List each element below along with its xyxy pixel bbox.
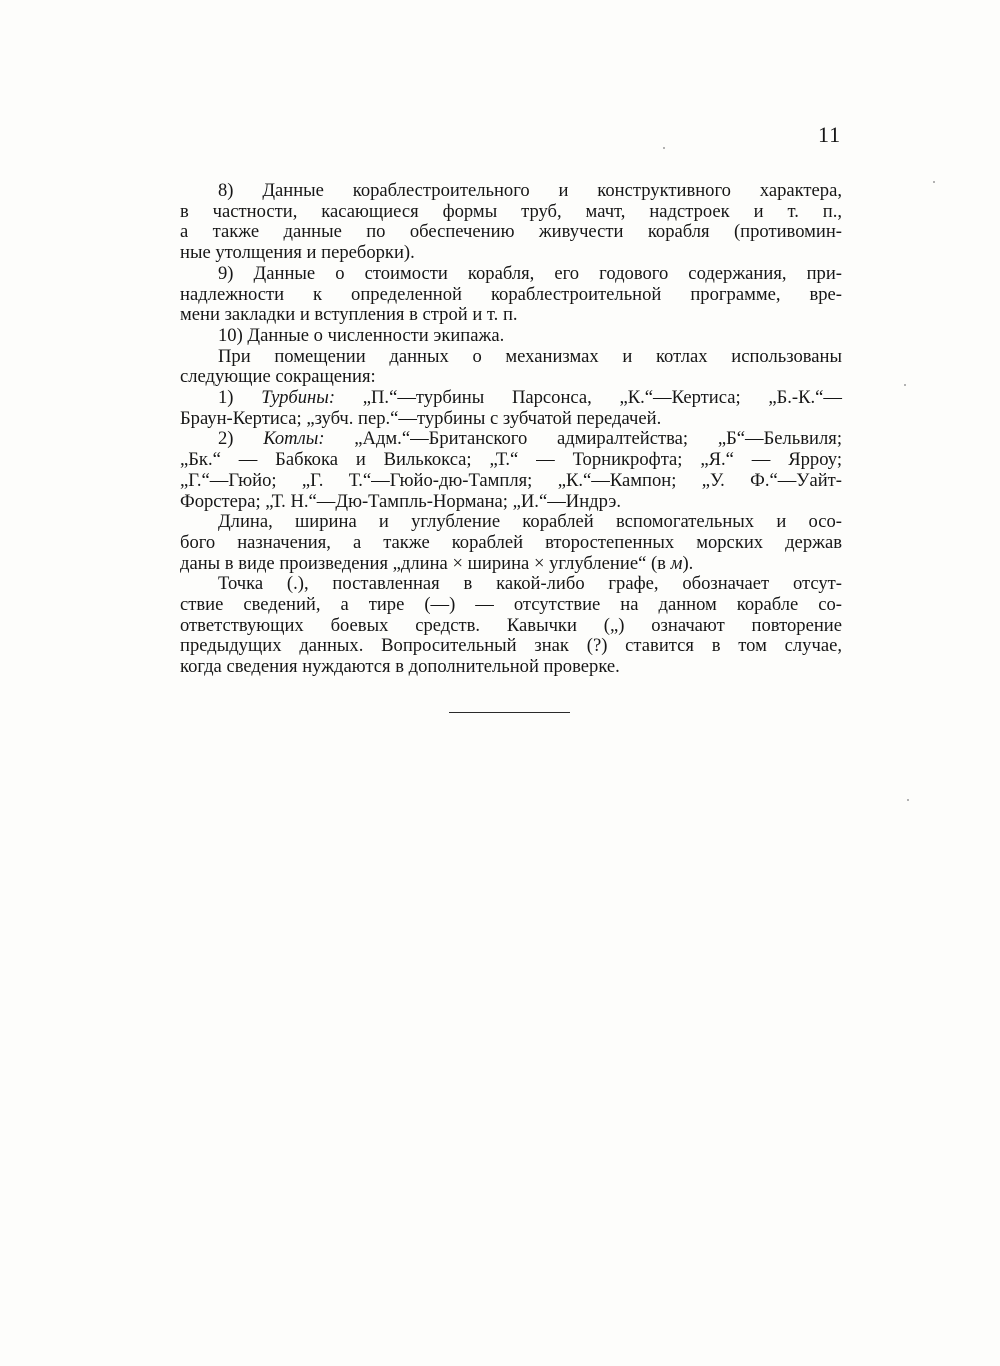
- dimensions-unit: м: [670, 552, 683, 574]
- boilers-heading: Котлы:: [263, 428, 325, 450]
- abbreviations-intro-line-2: следующие сокращения:: [180, 366, 376, 388]
- item-8-line-1: 8) Данные кораблестроительного и конструктивного характера,: [218, 180, 842, 201]
- item-9-line-1: 9) Данные о стоимости корабля, его годового содержания, при-: [218, 262, 842, 284]
- boilers-abbreviations: „Адм.“—Британского адмиралтейства; „Б“—Бельвиля;: [324, 428, 843, 450]
- symbols-line-4: предыдущих данных. Вопросительный знак (?) ставится в том случае,: [180, 635, 842, 657]
- turbines-line-2: Браун-Кертиса; „зубч. пер.“—турбины с зубчатой передачей.: [180, 407, 662, 429]
- dimensions-text: даны в виде произведения „длина × ширина × углубление“ (в: [180, 552, 671, 574]
- dimensions-close: ).: [682, 552, 694, 574]
- item-8-line-3: а также данные по обеспечению живучести корабля (противомин-: [180, 221, 842, 243]
- body-text: [180, 181, 842, 678]
- turbines-line-1: [180, 388, 842, 409]
- item-9-line-2: надлежности к определенной кораблестроительной программе, вре-: [180, 283, 842, 305]
- boilers-line-2: „Бк.“ — Бабкока и Вилькокса; „Т.“ — Торникрофта; „Я.“ — Ярроу;: [180, 449, 842, 471]
- dimensions-line-3: [180, 554, 842, 575]
- item-9-line-3: мени закладки и вступления в строй и т. п.: [180, 304, 518, 326]
- dimensions-line-2: бого назначения, а также кораблей второстепенных морских держав: [180, 531, 842, 553]
- scan-speck: [904, 384, 906, 386]
- item-8-line-4: ные утолщения и переборки).: [180, 242, 415, 264]
- item-8-line-2: в частности, касающиеся формы труб, мачт, надстроек и т. п.,: [180, 200, 842, 222]
- symbols-line-2: ствие сведений, а тире (—) — отсутствие на данном корабле со-: [180, 594, 842, 616]
- scan-speck: [663, 147, 665, 149]
- turbines-heading: Турбины:: [261, 387, 336, 409]
- scan-speck: [933, 181, 935, 183]
- item-10-line-1: 10) Данные о численности экипажа.: [218, 324, 505, 346]
- boilers-line-1: [180, 429, 842, 450]
- abbreviations-intro-line-1: При помещении данных о механизмах и котлах использованы: [218, 345, 842, 367]
- turbines-number: 1): [218, 387, 262, 409]
- symbols-line-5: когда сведения нуждаются в дополнительной проверке.: [180, 656, 620, 678]
- symbols-line-1: Точка (.), поставленная в какой-либо графе, обозначает отсут-: [218, 573, 842, 595]
- boilers-line-3: „Г.“—Гюйо; „Г. Т.“—Гюйо-дю-Тампля; „К.“—Кампон; „У. Ф.“—Уайт-: [180, 469, 842, 491]
- symbols-line-3: ответствующих боевых средств. Кавычки („) означают повторение: [180, 614, 842, 636]
- section-end-rule: [449, 712, 570, 713]
- dimensions-line-1: Длина, ширина и углубление кораблей вспомогательных и осо-: [218, 511, 842, 533]
- turbines-abbreviations: „П.“—турбины Парсонса, „К.“—Кертиса; „Б.-К.“—: [335, 387, 842, 409]
- boilers-number: 2): [218, 428, 264, 450]
- boilers-line-4: Форстера; „Т. Н.“—Дю-Тампль-Нормана; „И.“—Индрэ.: [180, 490, 622, 512]
- scan-speck: [907, 799, 909, 801]
- page-number: 11: [818, 122, 842, 147]
